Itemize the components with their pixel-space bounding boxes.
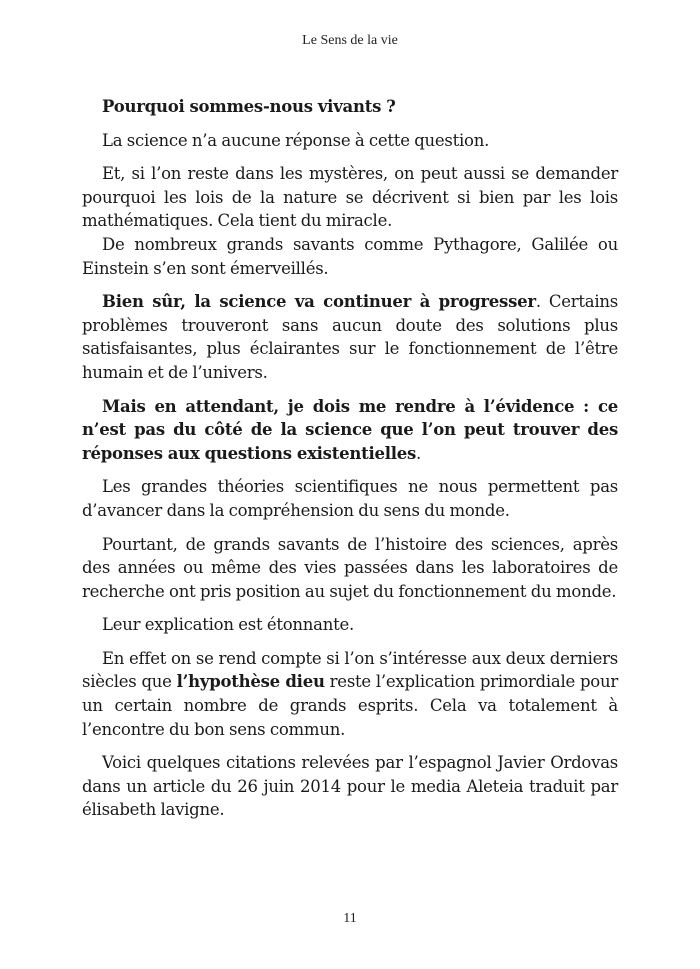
paragraph: La science n’a aucune réponse à cette question. (102, 130, 490, 150)
paragraph: Et, si l’on reste dans les mystères, on peut aussi se demander pourquoi les lois de la nature se décrivent si bien par les lois mathématiques. Cela tient du miracle. (82, 164, 618, 231)
running-header: Le Sens de la vie (302, 33, 398, 48)
paragraph-with-emphasis (82, 290, 618, 384)
section-heading-paragraph (82, 95, 618, 119)
section-heading: Pourquoi sommes-nous vivants ? (102, 97, 396, 116)
paragraph-with-emphasis (82, 395, 618, 466)
emphasis-text: Mais en attendant, je dois me rendre à l’évidence : ce n’est pas du côté de la science que l’on peut trouver des réponses aux questions existentielles (82, 396, 618, 463)
page-body (82, 95, 618, 832)
paragraph: De nombreux grands savants comme Pythagore, Galilée ou Einstein s’en sont émerveillés. (82, 234, 618, 278)
paragraph: Pourtant, de grands savants de l’histoire des sciences, après des années ou même des vies passées dans les laboratoires de recherche ont pris position au sujet du fonctionnement du monde. (82, 534, 618, 601)
emphasis-text: l’hypothèse dieu (176, 672, 325, 692)
paragraph-with-emphasis (82, 647, 618, 741)
paragraph: Les grandes théories scientifiques ne nous permettent pas d’avancer dans la compréhension du sens du monde. (82, 477, 618, 520)
paragraph: Voici quelques citations relevées par l’espagnol Javier Ordovas dans un article du 26 juin 2014 pour le media Aleteia traduit par élisabeth lavigne. (82, 753, 618, 820)
paragraph-text: reste l’explication primordiale pour un certain nombre de grands esprits. Cela va totalement à l’encontre du bon sens commun. (82, 672, 618, 739)
page-number: 11 (343, 911, 357, 926)
paragraph-text: . (416, 443, 422, 463)
paragraph-text: En effet on se rend compte si l’on s’intéresse aux deux derniers siècles que (82, 648, 618, 692)
paragraph: Leur explication est étonnante. (102, 615, 355, 635)
paragraph-text: . Certains problèmes trouveront sans aucun doute des solutions plus satisfaisantes, plus éclairantes sur le fonctionnement de l’être humain et de l’univers. (82, 292, 618, 382)
emphasis-text: Bien sûr, la science va continuer à progresser (102, 292, 536, 312)
